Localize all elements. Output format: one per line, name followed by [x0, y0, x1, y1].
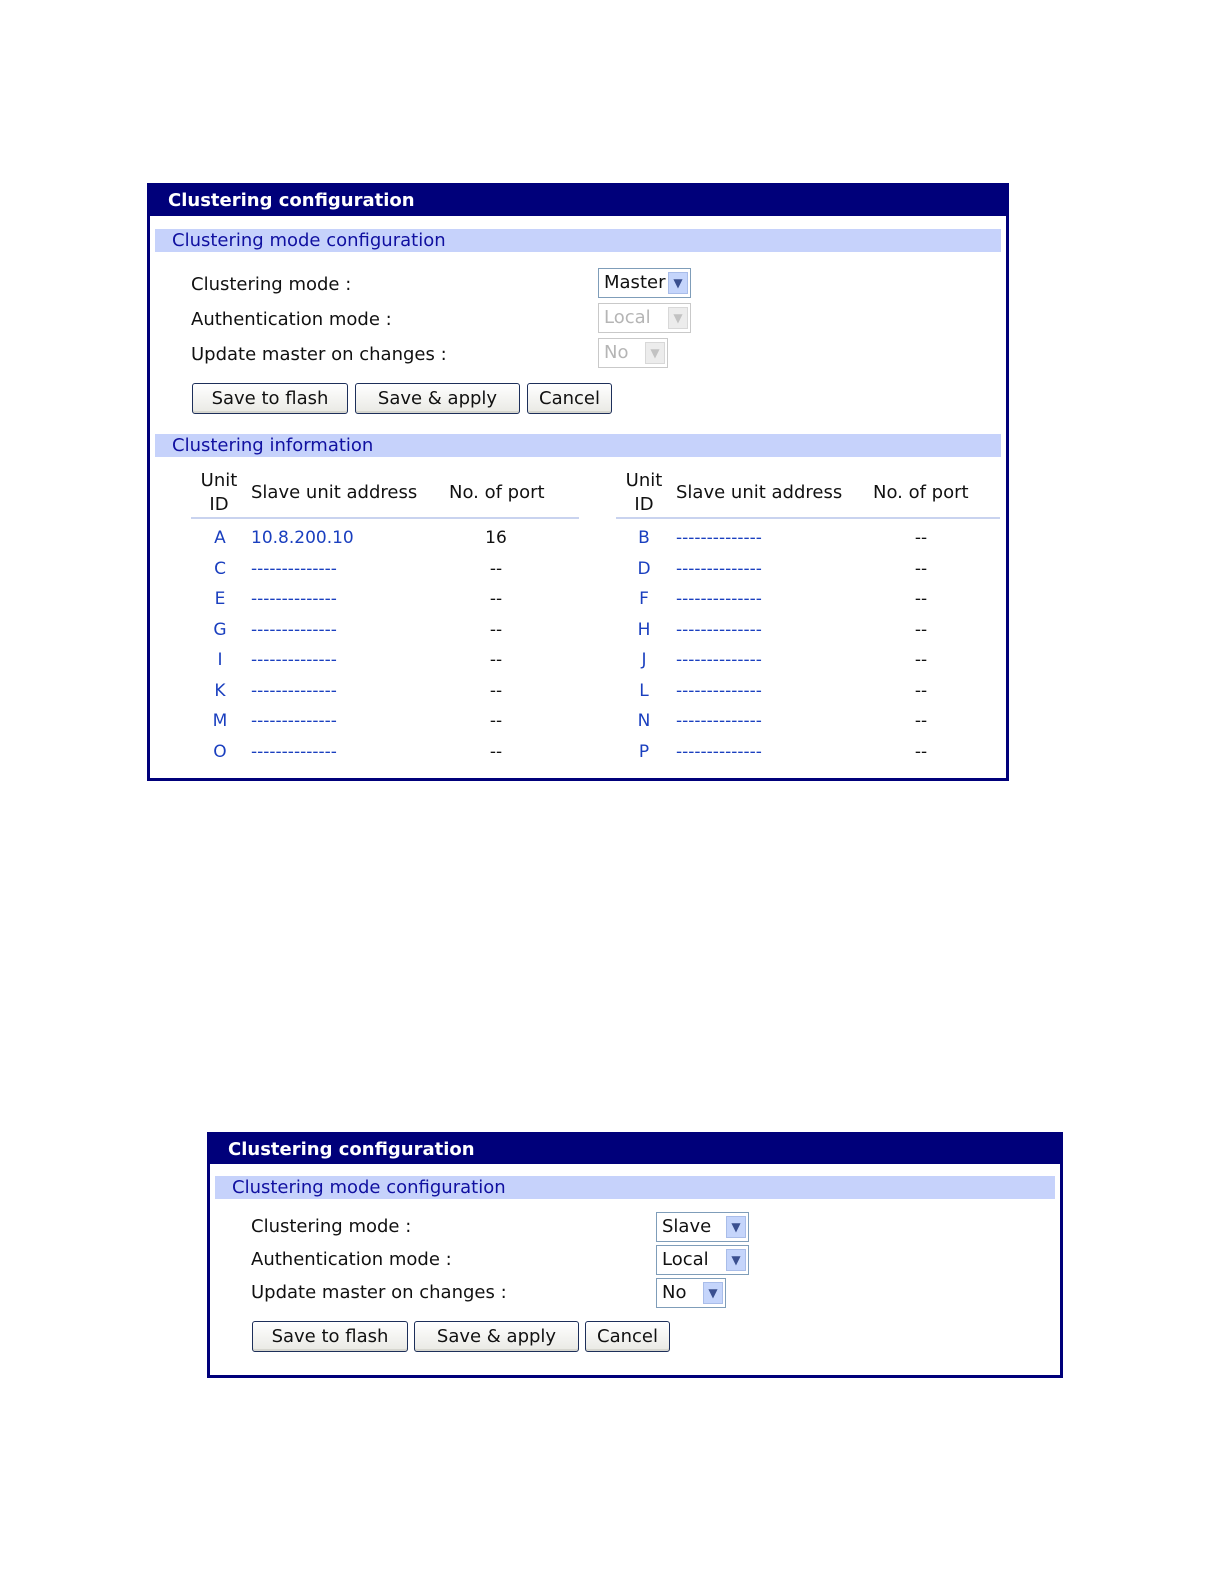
- chevron-down-icon: ▼: [645, 342, 665, 364]
- unit-id-link[interactable]: B: [638, 528, 650, 548]
- ports-header: No. of port: [873, 482, 969, 503]
- clustering-config-panel-slave: [207, 1132, 1063, 1378]
- update-master-select[interactable]: [656, 1278, 726, 1308]
- save-and-apply-button[interactable]: Save & apply: [414, 1321, 579, 1352]
- port-count: --: [489, 681, 503, 701]
- port-count: --: [489, 620, 503, 640]
- slave-address-link[interactable]: --------------: [676, 589, 762, 609]
- auth-mode-select: [598, 303, 691, 333]
- unit-id-link[interactable]: H: [637, 620, 651, 640]
- slave-address-link[interactable]: 10.8.200.10: [251, 528, 354, 548]
- chevron-down-icon[interactable]: ▼: [726, 1216, 746, 1238]
- slave-address-header: Slave unit address: [676, 482, 843, 503]
- section-header-mode: Clustering mode configuration: [155, 229, 1001, 252]
- slave-address-link[interactable]: --------------: [251, 711, 337, 731]
- auth-mode-label: Authentication mode :: [251, 1249, 452, 1270]
- slave-address-link[interactable]: --------------: [251, 650, 337, 670]
- port-count: --: [489, 589, 503, 609]
- clustering-mode-label: Clustering mode :: [191, 274, 352, 295]
- clustering-config-panel-master: [147, 183, 1009, 781]
- chevron-down-icon[interactable]: ▼: [703, 1282, 723, 1304]
- chevron-down-icon[interactable]: ▼: [668, 272, 688, 294]
- clustering-mode-label: Clustering mode :: [251, 1216, 412, 1237]
- cancel-button[interactable]: Cancel: [527, 383, 612, 414]
- unit-id-link[interactable]: I: [217, 650, 223, 670]
- table-divider-right: [616, 517, 1000, 519]
- unit-id-link[interactable]: M: [212, 711, 228, 731]
- port-count: --: [914, 620, 928, 640]
- port-count: 16: [485, 528, 507, 548]
- unit-id-link[interactable]: P: [638, 742, 650, 762]
- unit-id-link[interactable]: K: [214, 681, 226, 701]
- slave-address-link[interactable]: --------------: [251, 620, 337, 640]
- section-header-info: Clustering information: [155, 434, 1001, 457]
- slave-address-link[interactable]: --------------: [676, 528, 762, 548]
- port-count: --: [914, 559, 928, 579]
- unit-id-link[interactable]: G: [213, 620, 227, 640]
- unit-id-link[interactable]: J: [641, 650, 647, 670]
- slave-address-link[interactable]: --------------: [676, 711, 762, 731]
- auth-mode-label: Authentication mode :: [191, 309, 392, 330]
- slave-address-link[interactable]: --------------: [251, 742, 337, 762]
- unit-id-link[interactable]: L: [639, 681, 649, 701]
- save-to-flash-button[interactable]: Save to flash: [252, 1321, 408, 1352]
- unit-id-link[interactable]: N: [637, 711, 651, 731]
- slave-address-link[interactable]: --------------: [251, 559, 337, 579]
- ports-header: No. of port: [449, 482, 545, 503]
- port-count: --: [914, 742, 928, 762]
- port-count: --: [489, 742, 503, 762]
- update-master-select: [598, 338, 668, 368]
- panel-title: Clustering configuration: [150, 186, 1006, 216]
- update-master-label: Update master on changes :: [191, 344, 447, 365]
- slave-address-link[interactable]: --------------: [676, 620, 762, 640]
- slave-address-link[interactable]: --------------: [676, 650, 762, 670]
- slave-address-header: Slave unit address: [251, 482, 418, 503]
- slave-address-link[interactable]: --------------: [676, 681, 762, 701]
- unit-id-link[interactable]: C: [214, 559, 226, 579]
- save-to-flash-button[interactable]: Save to flash: [192, 383, 348, 414]
- unit-id-header-line1: Unit: [200, 470, 238, 491]
- unit-id-link[interactable]: A: [214, 528, 226, 548]
- slave-address-link[interactable]: --------------: [676, 559, 762, 579]
- port-count: --: [914, 681, 928, 701]
- port-count: --: [489, 650, 503, 670]
- unit-id-header-line2: ID: [634, 494, 654, 515]
- port-count: --: [914, 650, 928, 670]
- auth-mode-value: Local: [662, 1249, 709, 1270]
- auth-mode-select[interactable]: [656, 1245, 749, 1275]
- unit-id-link[interactable]: E: [214, 589, 226, 609]
- port-count: --: [489, 559, 503, 579]
- update-master-value: No: [604, 342, 629, 363]
- unit-id-link[interactable]: F: [639, 589, 649, 609]
- clustering-mode-value: Master: [604, 272, 666, 293]
- port-count: --: [914, 528, 928, 548]
- cancel-button[interactable]: Cancel: [585, 1321, 670, 1352]
- port-count: --: [914, 711, 928, 731]
- clustering-mode-value: Slave: [662, 1216, 712, 1237]
- slave-address-link[interactable]: --------------: [251, 681, 337, 701]
- unit-id-link[interactable]: D: [637, 559, 651, 579]
- auth-mode-value: Local: [604, 307, 651, 328]
- port-count: --: [489, 711, 503, 731]
- slave-address-link[interactable]: --------------: [676, 742, 762, 762]
- table-divider-left: [191, 517, 579, 519]
- panel-title: Clustering configuration: [210, 1135, 1060, 1164]
- slave-address-link[interactable]: --------------: [251, 589, 337, 609]
- save-and-apply-button[interactable]: Save & apply: [355, 383, 520, 414]
- unit-id-header-line2: ID: [209, 494, 229, 515]
- port-count: --: [914, 589, 928, 609]
- chevron-down-icon[interactable]: ▼: [726, 1249, 746, 1271]
- clustering-mode-select[interactable]: [656, 1212, 749, 1242]
- clustering-mode-select[interactable]: [598, 268, 691, 298]
- update-master-value: No: [662, 1282, 687, 1303]
- chevron-down-icon: ▼: [668, 307, 688, 329]
- unit-id-link[interactable]: O: [213, 742, 227, 762]
- update-master-label: Update master on changes :: [251, 1282, 507, 1303]
- unit-id-header-line1: Unit: [625, 470, 663, 491]
- section-header-mode: Clustering mode configuration: [215, 1176, 1055, 1199]
